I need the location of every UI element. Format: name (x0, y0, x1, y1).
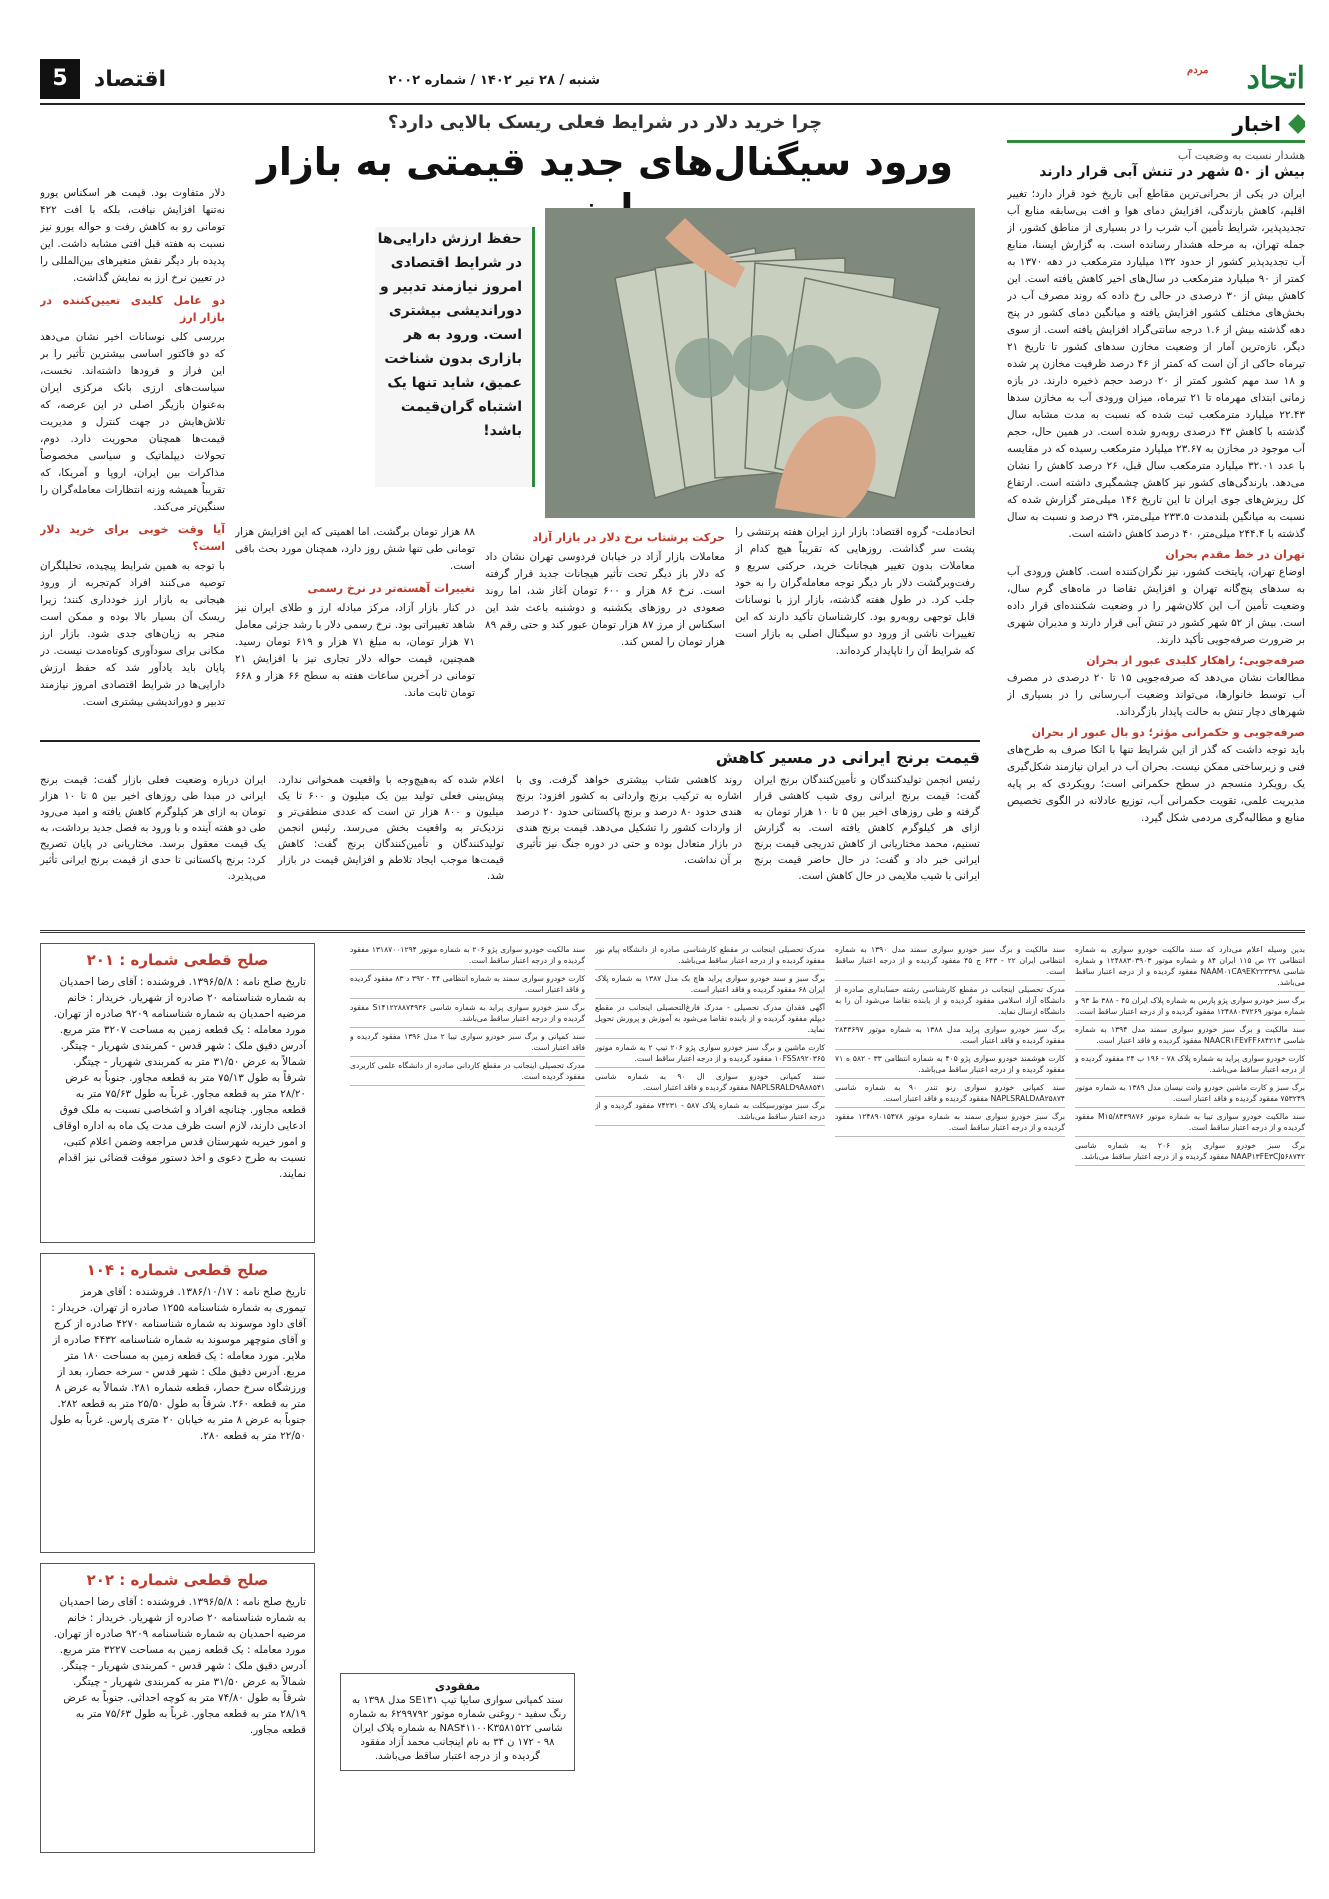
page-number: 5 (40, 59, 80, 99)
main-article (235, 112, 975, 732)
rice-column: رئیس انجمن تولیدکنندگان و تأمین‌کنندگان برنج ایران گفت: قیمت برنج ایرانی روی شیب کاهشی قرار گرفته و طی روزهای اخیر بین ۵ تا ۱۰ هزار تومان به ازای هر کیلوگرم کاهش یافته است. به گزارش تسنیم، محمد مختاریانی از کاهش تدریجی قیمت برنج ایرانی خبر داد و گفت: در حال حاضر قیمت برنج ایرانی با شیب ملایمی در حال کاهش است. (754, 775, 980, 882)
article-callout: حفظ ارزش دارایی‌ها در شرایط اقتصادی امروز نیازمند تدبیر و دوراندیشی بیشتری است. ورود به هر بازاری بدون شناخت عمیق، شاید تنها یک اشتباه گران‌قیمت باشد! (375, 227, 535, 487)
classified-ads (40, 930, 1305, 1865)
news-subhead: تهران در خط مقدم بحران (1165, 548, 1305, 561)
logo-tag: مردم (1187, 65, 1209, 76)
ad-item: سند کمپانی و برگ سبز خودرو سواری تیبا ۲ مدل ۱۳۹۶ مفقود گردیده و فاقد اعتبار است. (350, 1028, 585, 1057)
ad-item: برگ سبز خودرو سواری پراید به شماره شاسی S۱۴۱۲۲۸۸۷۴۹۳۶ مفقود گردیده و از درجه اعتبار ساقط می‌باشد. (350, 999, 585, 1028)
ad-item: برگ سبز موتورسیکلت به شماره پلاک ۵۸۷ - ۷۴۲۳۱ مفقود گردیده و از درجه اعتبار ساقط می‌باشد. (595, 1097, 825, 1126)
rice-article (40, 740, 980, 890)
news-title[interactable]: بیش از ۵۰ شهر در تنش آبی قرار دارند (1039, 164, 1305, 180)
ad-item: کارت ماشین و برگ سبز خودرو سواری پژو ۲۰۶ تیپ ۲ به شماره موتور ۱۰FSS۸۹۲۰۳۶۵ مفقود گردیده و از درجه اعتبار ساقط است. (595, 1039, 825, 1068)
missing-notice (340, 1673, 575, 1771)
news-body: باید توجه داشت که گذر از این شرایط تنها با اتکا صرف به طرح‌های فنی و زیرساختی ممکن نیست. بحران آب در ایران نیازمند شکل‌گیری یک رویکرد منسجم در سطح حکمرانی است؛ رویکردی که بر پایه مدیریت علمی، تقویت حکمرانی آب، توزیع عادلانه در الگوی تخصیص منابع و مطالبه‌گری مردمی شکل گیرد. (1007, 744, 1305, 824)
ad-item: برگ سبز خودرو سواری پژو ۲۰۶ به شماره شاسی NAAP۱۳FE۳CJ۵۶۸۷۴۲ مفقود گردیده و از درجه اعتبار ساقط می‌باشد. (1075, 1137, 1305, 1166)
ad-item: سند مالکیت خودرو سواری تیبا به شماره موتور M۱۵/۸۴۳۹۸۷۶ مفقود گردیده و از درجه اعتبار ساقط است. (1075, 1108, 1305, 1137)
news-column (1007, 112, 1305, 922)
ad-item: سند کمپانی خودرو سواری ال ۹۰ به شماره شاسی NAPLSRALD۹A۸۸۵۴۱ مفقود گردیده و فاقد اعتبار است. (595, 1068, 825, 1097)
sale-text: تاریخ صلح نامه : ۱۳۹۶/۵/۸. فروشنده : آقای رضا احمدیان به شماره شناسنامه ۲۰ صادره از شهریار. خریدار : خانم مرضیه احمدیان به شماره شناسنامه ۹۲۰۹ صادره از تهران. مورد معامله : یک قطعه زمین به مساحت ۳۲۰۷ متر مربع. آدرس دقیق ملک : شهر قدس - کمربندی شهریار - چیتگر. شمالاً به عرض ۳۱/۵۰ متر به کمربندی شهریار - چیتگر. شرقاً به طول ۷۵/۱۳ متر به قطعه مجاور. جنوباً به عرض ۲۸/۲۰ متر به قطعه مجاور. غرباً به طول ۷۵/۶۳ متر به قطعه مجاور. چنانچه افراد و اشخاصی نسبت به ملک فوق ادعایی دارند، لازم است ظرف مدت یک ماه به اداره اوقاف و امور خیریه شهرستان قدس مراجعه وضمن اعلام کتبی، نسبت به طرح دعوی و اخذ دستور موقت قضائی نیز اقدام نمایند. (53, 976, 306, 1180)
article-supertitle: چرا خرید دلار در شرایط فعلی ریسک بالایی دارد؟ (387, 112, 823, 133)
ad-item: برگ سبز خودرو سواری سمند به شماره موتور ۱۲۴۸۹۰۱۵۴۷۸ مفقود گردیده و از درجه اعتبار ساقط است. (835, 1108, 1065, 1137)
missing-title: مفقودی (434, 1680, 481, 1693)
sale-notice (40, 943, 315, 1243)
article-column: ۸۸ هزار تومان برگشت. اما اهمیتی که این افزایش هزار تومانی طی تنها شش روز دارد، همچنان مورد بحث باقی است. تغییرات آهسته‌تر در نرخ رسمی در کنار بازار آزاد، مرکز مبادله ارز و طلای ایران نیز شاهد تغییراتی بود. نرخ رسمی دلار با رشد جزئی معامل ۷۱ هزار تومان، به مبلغ ۷۱ هزار و ۶۱۹ تومان رسید. همچنین، قیمت حواله دلار تجاری نیز با افزایش ۲۱ تومانی در آخرین ساعات هفته به سطح ۶۶ هزار و ۶۶۸ تومان ثابت ماند. (235, 526, 475, 699)
ad-item: سند مالکیت و برگ سبز خودرو سواری سمند مدل ۱۳۹۰ به شماره انتظامی ایران ۲۲ - ۶۴۳ ج ۴۵ مفقود گردیده و از درجه اعتبار ساقط است. (835, 941, 1065, 981)
sale-title: صلح قطعی شماره : ۱۰۴ (86, 1261, 269, 1279)
ad-item: کارت خودرو سواری پراید به شماره پلاک ۷۸ - ۱۹۶ ب ۲۴ مفقود گردیده و از درجه اعتبار ساقط می‌باشد. (1075, 1050, 1305, 1079)
article-continuation: دلار متفاوت بود. قیمت هر اسکناس یورو نه‌تنها افزایش نیافت، بلکه با افت ۴۲۲ تومانی رو به کاهش رفت و حواله یورو نیز نسبت به هفته قبل افتی مشابه داشت. این پدیده بار دیگر نقش متغیرهای بین‌المللی را در تعیین نرخ ارز به نمایش گذاشت. دو عامل کلیدی تعیین‌کننده در بازار ارز بررسی کلی نوسانات اخیر نشان می‌دهد که دو فاکتور اساسی بیشترین تأثیر را بر این فراز و فرودها داشته‌اند. نخست، سیاست‌های ارزی بانک مرکزی ایران به‌عنوان بازیگر اصلی در این عرصه، که تلاش‌هایش در جهت کنترل و مدیریت قیمت‌ها همچنان محوریت دارد. دوم، تحولات دیپلماتیک و سیاسی مخصوصاً مذاکرات بین ایران، اروپا و آمریکا، که تقریباً همیشه وزنه انتظارات معامله‌گران را سنگین‌تر می‌کند. آیا وقت خوبی برای خرید دلار است؟ با توجه به همین شرایط پیچیده، تحلیلگران توصیه می‌کنند افراد کم‌تجربه از ورود هیجانی به بازار ارز خودداری کنند؛ زیرا ریسک آن بسیار بالا بوده و ممکن است منجر به زیان‌های جدی شود. بازار ارز مکانی برای سودآوری کوتاه‌مدت نیست. در پایان باید یادآور شد که حفظ ارزش دارایی‌ها در شرایط اقتصادی امروز نیازمند تدبیر و دوراندیشی بیشتری است. (40, 187, 225, 708)
sale-title: صلح قطعی شماره : ۲۰۲ (86, 1571, 269, 1589)
ad-item: برگ سبز خودرو سواری پژو پارس به شماره پلاک ایران ۴۵ - ۳۸۸ ط ۹۳ و شماره موتور ۱۲۴۸۸۰۳۷۲۶۹ مفقود گردیده و از درجه اعتبار ساقط است. (1075, 992, 1305, 1021)
news-heading: اخبار (1007, 112, 1305, 143)
rice-column: روند کاهشی شتاب بیشتری خواهد گرفت. وی با اشاره به ترکیب برنج وارداتی به کشور افزود: برنج هندی حدود ۸۰ درصد و برنج پاکستانی حدود ۲۰ درصد از واردات کشور را تشکیل می‌دهد. قیمت برنج هندی در بازار متعادل بوده و حتی در دوره جنگ نیز تأثیری بر آن نداشت. (516, 775, 742, 866)
ad-item: مدرک تحصیلی اینجانب در مقطع کارشناسی رشته حسابداری صادره از دانشگاه آزاد اسلامی مفقود گردیده و از یابنده تقاضا می‌شود آن را به دانشگاه ارسال نماید. (835, 981, 1065, 1021)
article-subhead: دو عامل کلیدی تعیین‌کننده در بازار ارز (40, 294, 225, 324)
ad-item: کارت هوشمند خودرو سواری پژو ۴۰۵ به شماره انتظامی ۳۳ - ۵۸۲ ه ۷۱ مفقود گردیده و از درجه اعتبار ساقط می‌باشد. (835, 1050, 1065, 1079)
ad-item: سند کمپانی خودرو سواری رنو تندر ۹۰ به شماره شاسی NAPLSRALD۸A۲۵۸۷۴ مفقود گردیده و فاقد اعتبار است. (835, 1079, 1065, 1108)
rice-column: ایران درباره وضعیت فعلی بازار گفت: قیمت برنج ایرانی در مبدا طی روزهای اخیر بین ۵ تا ۱۰ هزار تومان به ازای هر کیلوگرم کاهش یافته و امید می‌رود طی دو هفته آینده و با ورود به فصل جدید برداشت، به یک قیمت معقول برسد. مختاریانی در پایان تصریح کرد: برنج پاکستانی تا حدی از قیمت برنج ایرانی تأثیر می‌پذیرد. (40, 775, 266, 882)
ad-item: بدین وسیله اعلام می‌دارد که سند مالکیت خودرو سواری به شماره انتظامی ۲۲ ص ۱۱۵ ایران ۸۴ و شماره موتور ۱۲۴۸۸۳۰۳۹۰۳ و شماره شاسی NAAM۰۱CA۹EK۲۲۳۳۹۸ مفقود گردیده و از درجه اعتبار ساقط می‌باشد. (1075, 941, 1305, 992)
ad-item: سند مالکیت و برگ سبز خودرو سواری سمند مدل ۱۳۹۴ به شماره شاسی NAACR۱FE۷FF۶۸۴۲۱۴ مفقود گردیده و فاقد اعتبار است. (1075, 1021, 1305, 1050)
sale-text: تاریخ صلح نامه : ۱۳۸۶/۱۰/۱۷. فروشنده : آقای هرمز تیموری به شماره شناسنامه ۱۲۵۵ صادره از تهران. خریدار : آقای داود موسوند به شماره شناسنامه ۴۲۷۰ صادره از کرج و آقای منوچهر موسوند به شماره شناسنامه ۴۴۳۲ صادره از ملایر. مورد معامله : یک قطعه زمین به مساحت ۱۸۰ متر مربع. آدرس دقیق ملک : شهر قدس - سرخه حصار، بعد از ورزشگاه سرخ حصار، قطعه شماره ۲۸۱. شمالاً به عرض ۸ متر به قطعه ۲۶۰. شرقاً به طول ۲۵/۵۰ متر به قطعه ۲۸۲. جنوباً به عرض ۸ متر به خیابان ۲۰ متری پارس. غرباً به طول ۲۲/۵۰ متر به قطعه ۲۸۰. (49, 1286, 306, 1442)
news-body: مطالعات نشان می‌دهد که صرفه‌جویی ۱۵ تا ۲۰ درصدی در مصرف آب توسط خانوارها، می‌تواند وضعیت آب‌رسانی را در بسیاری از شهرهای دچار تنش به حالت پایدار بازگرداند. (1007, 672, 1305, 718)
rice-column: اعلام شده که به‌هیچ‌وجه با واقعیت همخوانی ندارد. پیش‌بینی فعلی تولید بین یک میلیون و ۶۰۰ تا یک میلیون و ۸۰۰ هزار تن است که عددی منطقی‌تر و نزدیک‌تر به واقعیت بخش می‌رسد. رئیس انجمن تولیدکنندگان و تأمین‌کنندگان برنج گفت: کاهش قیمت‌ها موجب ایجاد تلاطم و افزایش قیمت در بازار شد. (278, 775, 504, 882)
missing-text: سند کمپانی سواری سایپا تیپ SE۱۳۱ مدل ۱۳۹۸ به رنگ سفید - روغنی شماره موتور ۶۲۹۹۷۹۲ به شماره شاسی NAS۴۱۱۰۰K۳۵۸۱۵۲۲ به شماره پلاک ایران ۹۸ - ۱۷۲ ن ۳۴ به نام اینجانب محمد آزاد مفقود گردیده و از درجه اعتبار ساقط می‌باشد. (348, 1695, 567, 1762)
newspaper-logo[interactable] (1185, 61, 1305, 101)
ad-item: برگ سبز خودرو سواری پراید مدل ۱۳۸۸ به شماره موتور ۲۸۴۳۶۹۷ مفقود گردیده و فاقد اعتبار است. (835, 1021, 1065, 1050)
logo-text: اتحاد (1246, 61, 1305, 96)
article-title[interactable]: ورود سیگنال‌های جدید قیمتی به بازار (257, 140, 953, 184)
ads-column (835, 941, 1065, 1861)
ad-item: سند مالکیت خودرو سواری پژو ۲۰۶ به شماره موتور ۱۳۱۸۷۰۰۱۲۹۴ مفقود گردیده و از درجه اعتبار ساقط است. (350, 941, 585, 970)
news-body: اوضاع تهران، پایتخت کشور، نیز نگران‌کننده است. کاهش ورودی آب به سدهای پنج‌گانه تهران و افزایش تقاضا در ماه‌های گرم سال، وضعیت تأمین آب این کلان‌شهر را در وضعیت شکننده‌ای قرار داده است. بیش از ۵۲ شهر کشور در تنش آبی قرار دارند و مدیران شهری بر ضرورت صرفه‌جویی تأکید دارند. (1007, 566, 1305, 646)
article-column: حرکت پرشتاب نرخ دلار در بازار آزاد معاملات بازار آزاد در خیابان فردوسی تهران نشان داد که دلار باز دیگر تحت تأثیر هیجانات جدید قرار گرفته است. نرخ ۸۶ هزار و ۶۰۰ تومان آغاز شد، اما روند صعودی در روزهای یکشنبه و دوشنبه باعث شد این اسکناس از مرز ۸۷ هزار تومان عبور کند و حتی رقم ۸۹ هزار تومان را لمس کند. (485, 531, 725, 648)
news-kicker: هشدار نسبت به وضعیت آب (1177, 149, 1305, 162)
sale-notice (40, 1563, 315, 1853)
sale-text: تاریخ صلح نامه : ۱۳۹۶/۵/۸. فروشنده : آقای رضا احمدیان به شماره شناسنامه ۲۰ صادره از شهریار. خریدار : خانم مرضیه احمدیان به شماره شناسنامه ۹۲۰۹ صادره از تهران. مورد معامله : یک قطعه زمین به مساحت ۳۲۲۷ متر مربع. آدرس دقیق ملک : شهر قدس - کمربندی شهریار - چیتگر. شمالاً به عرض ۳۱/۵۰ متر به کمربندی شهریار - چیتگر. شرقاً به طول ۷۴/۸۰ متر به کوچه احداثی. جنوباً به عرض ۲۸/۱۹ متر به قطعه مجاور. غرباً به طول ۷۵/۶۳ متر به قطعه مجاور. (53, 1596, 306, 1736)
ad-item: مدرک تحصیلی اینجانب در مقطع کارشناسی صادره از دانشگاه پیام نور مفقود گردیده و از درجه اعتبار ساقط می‌باشد. (595, 941, 825, 970)
section-name: اقتصاد (93, 66, 167, 92)
ad-item: برگ سبز و کارت ماشین خودرو وانت نیسان مدل ۱۳۸۹ به شماره موتور ۷۵۳۲۴۹ مفقود گردیده و فاقد اعتبار است. (1075, 1079, 1305, 1108)
article-columns (235, 524, 975, 729)
ad-item: آگهی فقدان مدرک تحصیلی - مدرک فارغ‌التحصیلی اینجانب در مقطع دیپلم مفقود گردیده و از یابنده تقاضا می‌شود به آموزش و پرورش تحویل نماید. (595, 999, 825, 1039)
news-body: ایران در یکی از بحرانی‌ترین مقاطع آبی تاریخ خود قرار دارد؛ تغییر اقلیم، کاهش بارندگی، افزایش دمای هوا و افت بی‌سابقه منابع آب تجدیدپذیر، شرایط تأمین آب شرب را در بسیاری از مناطق کشور، از جمله تهران، به مرحله هشدار رسانده است. به گزارش ایسنا، منابع آب تجدیدپذیر کشور از حدود ۱۳۲ میلیارد مترمکعب در دهه ۱۳۷۰ به کمتر از ۹۰ میلیارد مترمکعب در سال‌های اخیر کاهش یافته است. این کاهش بیش از ۳۰ درصدی در حالی رخ داده که روند مصرف آب در بخش‌های مختلف کشور افزایش یافته و میانگین دمای کشور در پنج دهه گذشته بیش از ۱.۶ درجه سانتی‌گراد افزایش یافته است. از سوی دیگر، تازه‌ترین آمار از وضعیت مخازن سدهای کشور تا تاریخ ۲۱ تیرماه حاکی از آن است که کمتر از ۴۶ درصد ظرفیت مخازن پر شده و ۱۸ سد مهم کشور کمتر از ۲۰ درصد حجم ذخیره دارند. در بازه زمانی ابتدای مهرماه تا ۲۱ تیرماه، میزان ورودی آب به مخازن سدها ۲۲.۴۳ میلیارد مترمکعب ثبت شده که نسبت به مدت مشابه سال گذشته با کاهش ۴۳ درصدی روبه‌رو شده است. در همین حال، حجم آب موجود در مخازن به ۲۳.۶۷ میلیارد مترمکعب رسیده که در مقایسه با عدد ۳۲.۰۱ میلیارد مترمکعب سال قبل، ۲۶ درصد کاهش را نشان می‌دهد. بارندگی‌های کشور نیز کاهش چشمگیری داشته است. ارتفاع کل ریزش‌های جوی ایران تا این تاریخ ۱۴۶ میلی‌متر گزارش شده که نسبت به میانگین بلندمدت ۲۳۳.۵ میلی‌متر، ۳۹ درصد و نسبت به سال گذشته با ۲۴۴.۴ میلی‌متر، ۴۰ درصد کاهش داشته است. (1007, 188, 1305, 540)
sale-notice (40, 1253, 315, 1553)
ads-column (350, 941, 585, 1661)
article-column: اتحادملت- گروه اقتصاد: بازار ارز ایران هفته پرتنشی را پشت سر گذاشت. روزهایی که تقریباً هیچ کدام از معاملات بدون تغییر هیجانات خرید، حرکتی سریع و رفت‌وبرگشت دلار بار دیگر توجه معامله‌گران را به خود جلب کرد. در طول هفته گذشته، بازار ارز با نوسانات قابل توجهی روبه‌رو بود. کارشناسان تأکید دارند که این تغییرات ناشی از ورود دو سیگنال اصلی به بازار است که شرایط آن را ناپایدار کرده‌اند. (735, 526, 975, 657)
news-subhead: صرفه‌جویی و حکمرانی مؤثر؛ دو بال عبور از بحران (1031, 726, 1305, 739)
ad-item: مدرک تحصیلی اینجانب در مقطع کاردانی صادره از دانشگاه علمی کاربردی مفقود گردیده است. (350, 1057, 585, 1086)
rice-title[interactable]: قیمت برنج ایرانی در مسیر کاهش (715, 748, 980, 767)
ads-column (595, 941, 825, 1661)
ad-item: کارت خودرو سواری سمند به شماره انتظامی ۴۴ - ۳۹۲ د ۸۳ مفقود گردیده و فاقد اعتبار است. (350, 970, 585, 999)
ads-column (1075, 941, 1305, 1861)
issue-date: شنبه / ۲۸ تیر ۱۴۰۲ / شماره ۲۰۰۲ (388, 73, 600, 88)
page-info (40, 59, 180, 99)
ad-item: برگ سبز و سند خودرو سواری پراید هاچ بک مدل ۱۳۸۷ به شماره پلاک ایران ۶۸ مفقود گردیده و فاقد اعتبار است. (595, 970, 825, 999)
page-header (40, 55, 1305, 105)
diamond-icon (1288, 114, 1305, 134)
dollar-photo (545, 208, 975, 518)
news-subhead: صرفه‌جویی؛ راهکار کلیدی عبور از بحران (1086, 654, 1305, 667)
article-subhead: آیا وقت خوبی برای خرید دلار است؟ (40, 523, 225, 553)
sale-title: صلح قطعی شماره : ۲۰۱ (86, 951, 269, 969)
